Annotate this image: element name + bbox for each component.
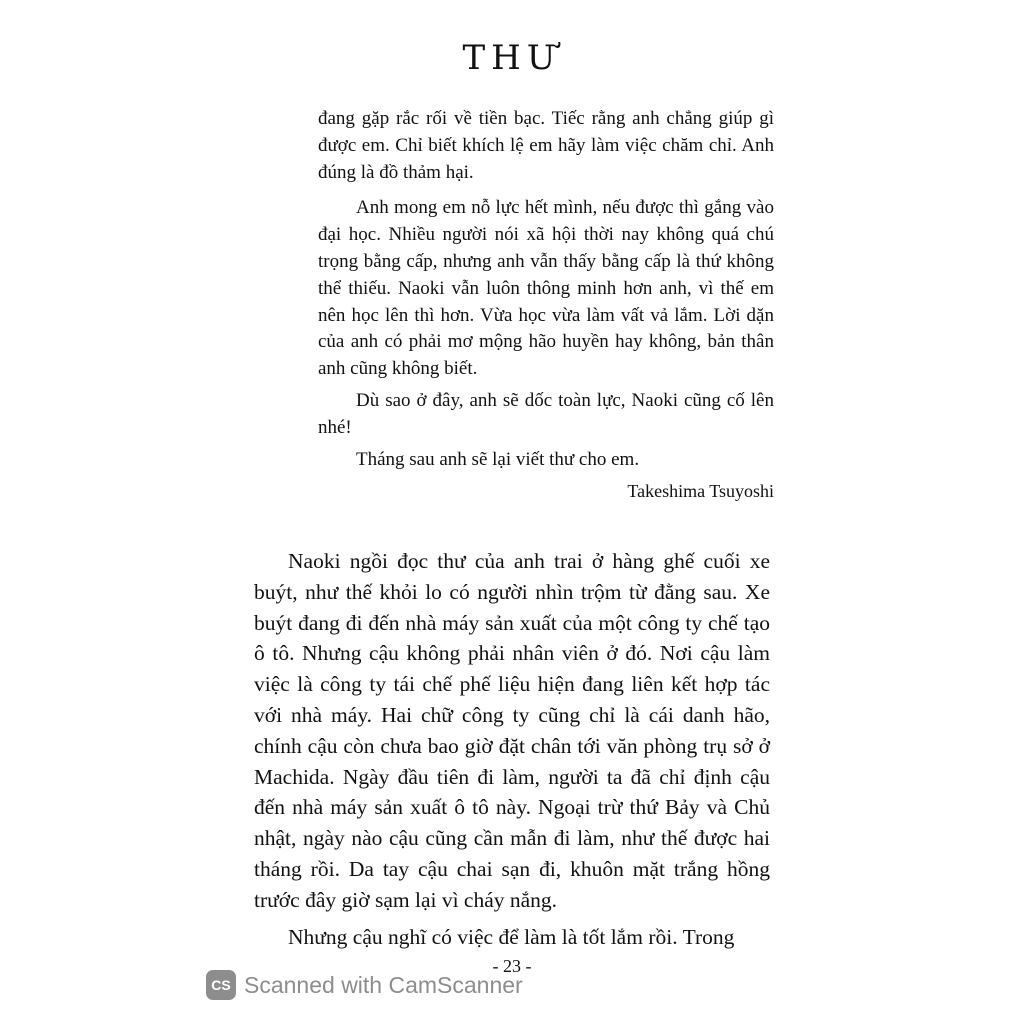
story-paragraph: Nhưng cậu nghĩ có việc để làm là tốt lắm rồi. Trong — [288, 924, 735, 949]
letter-paragraph: Dù sao ở đây, anh sẽ dốc toàn lực, Naoki cũng cố lên nhé! — [318, 389, 774, 438]
letter-paragraph: Anh mong em nỗ lực hết mình, nếu được thì gắng vào đại học. Nhiều người nói xã hội thời nay không quá chú trọng bằng cấp, nhưng anh vẫn thấy bằng cấp là thứ không thể thiếu. Naoki vẫn luôn thông minh hơn anh, vì thế em nên học lên thì hơn. Vừa học vừa làm vất vả lắm. Lời dặn của anh có phải mơ mộng hão huyền hay không, bản thân anh cũng không biết. — [318, 197, 774, 380]
camscanner-watermark — [206, 970, 523, 1000]
page-number: - 23 - — [492, 956, 532, 976]
story-paragraph: Naoki ngồi đọc thư của anh trai ở hàng ghế cuối xe buýt, như thế khỏi lo có người nhìn trộm từ đằng sau. Xe buýt đang đi đến nhà máy sản xuất của một công ty chế tạo ô tô. Nhưng cậu không phải nhân viên ở đó. Nơi cậu làm việc là công ty tái chế phế liệu hiện đang liên kết hợp tác với nhà máy. Hai chữ công ty cũng chỉ là cái danh hão, chính cậu còn chưa bao giờ đặt chân tới văn phòng trụ sở ở Machida. Ngày đầu tiên đi làm, người ta đã chỉ định cậu đến nhà máy sản xuất ô tô này. Ngoại trừ thứ Bảy và Chủ nhật, ngày nào cậu cũng cần mẫn đi làm, như thế được hai tháng rồi. Da tay cậu chai sạn đi, khuôn mặt trắng hồng trước đây giờ sạm lại vì cháy nắng. — [254, 549, 770, 912]
watermark-text: Scanned with CamScanner — [244, 971, 523, 998]
chapter-title: THƯ — [462, 38, 562, 78]
camscanner-logo-text: CS — [211, 977, 231, 993]
letter-signature: Takeshima Tsuyoshi — [627, 481, 774, 502]
letter-paragraph: đang gặp rắc rối về tiền bạc. Tiếc rằng anh chẳng giúp gì được em. Chỉ biết khích lệ em hãy làm việc chăm chỉ. Anh đúng là đồ thảm hại. — [318, 108, 774, 183]
letter-paragraph: Tháng sau anh sẽ lại viết thư cho em. — [356, 448, 640, 470]
letter-block — [318, 106, 774, 504]
story-text — [254, 546, 770, 952]
camscanner-logo-icon — [206, 970, 236, 1000]
